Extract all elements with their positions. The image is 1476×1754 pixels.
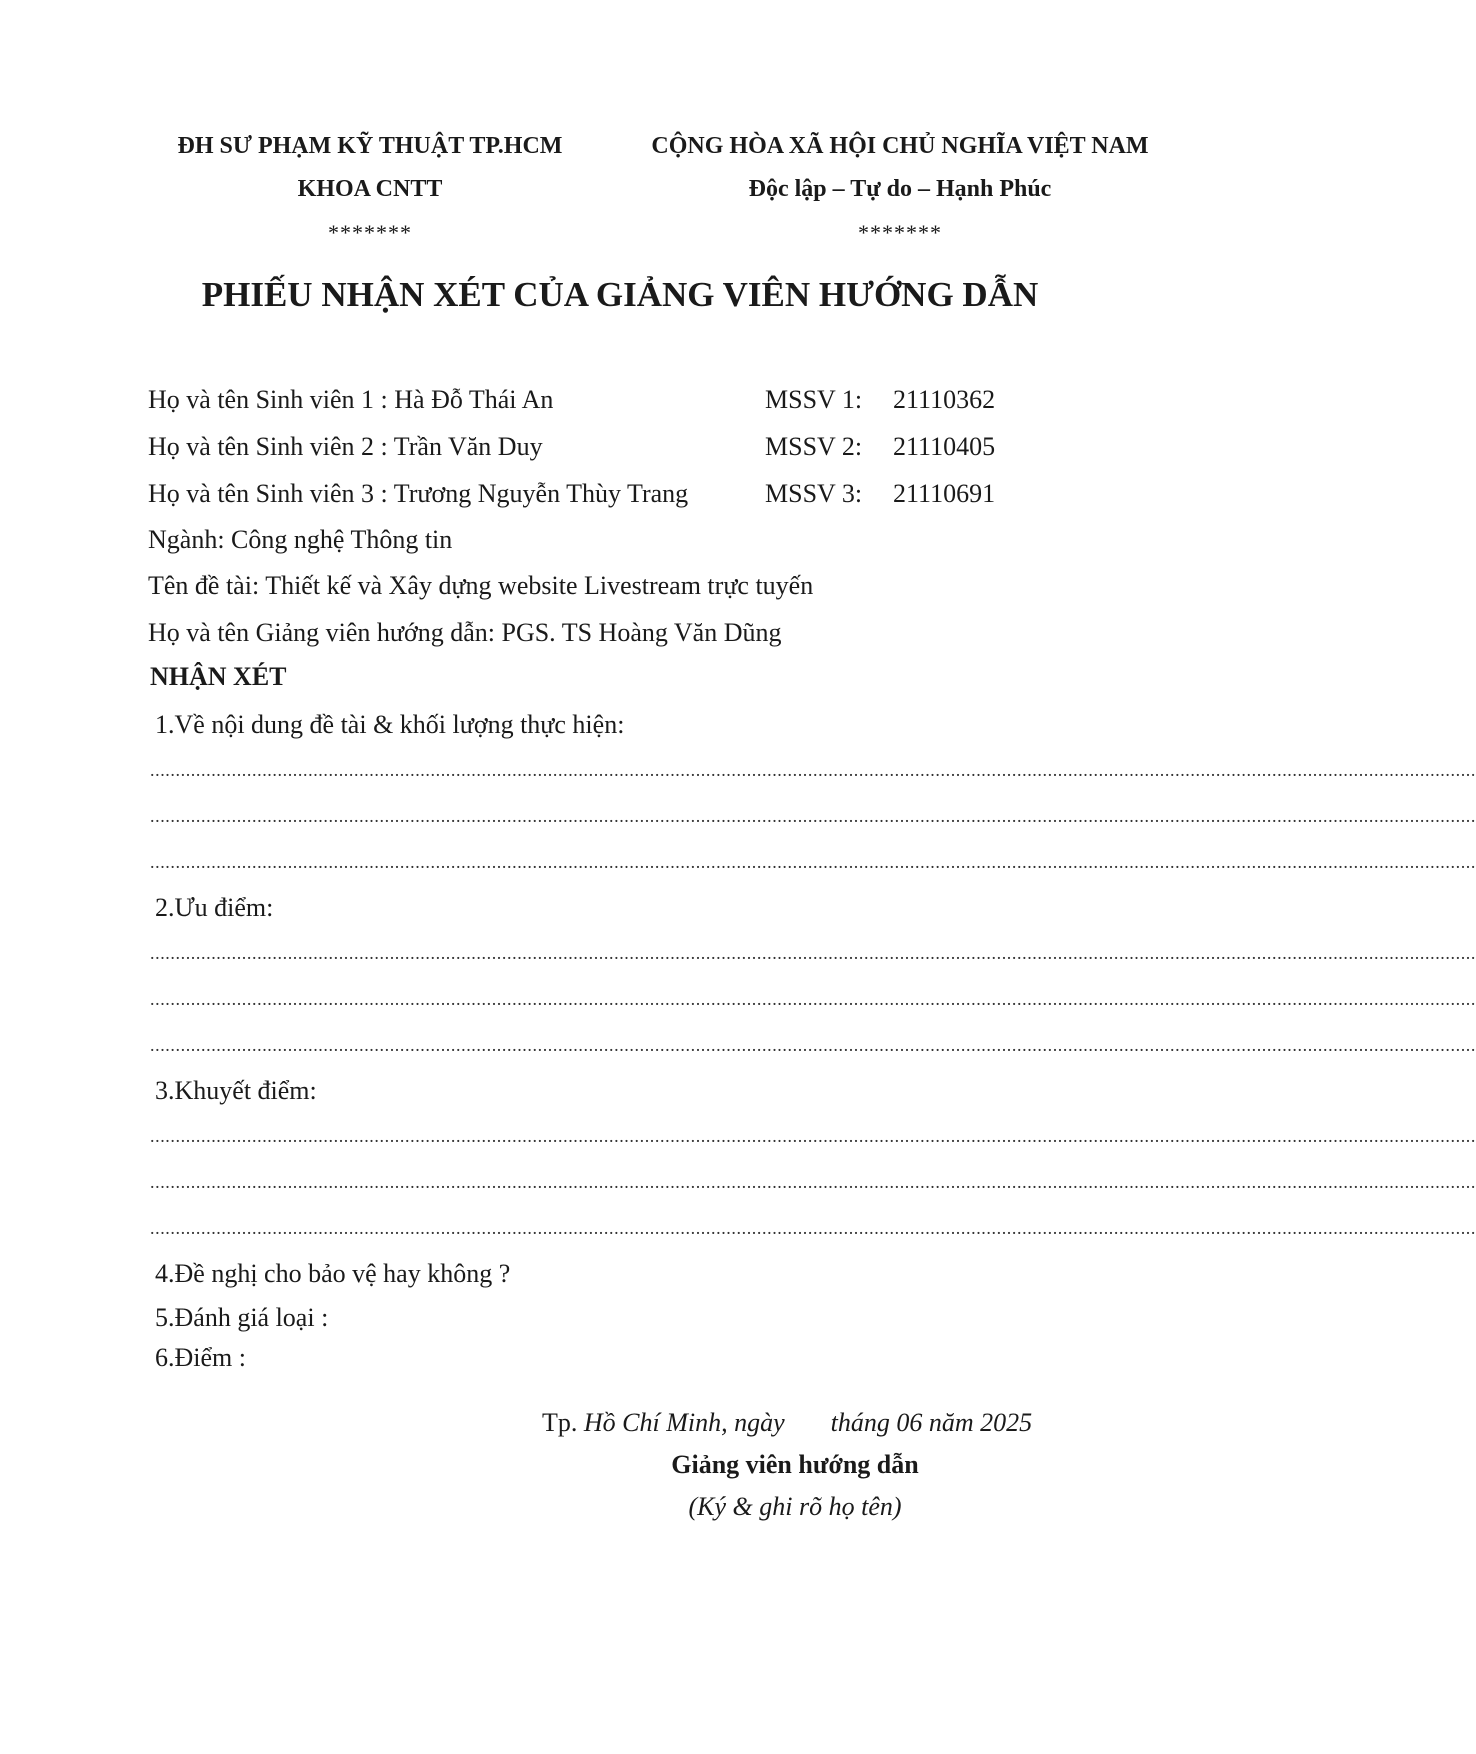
dotted-line: ....................................................................................................................................................................................................................................................................: [150, 806, 1476, 826]
question-1: 1.Về nội dung đề tài & khối lượng thực hiện:: [155, 710, 625, 739]
student-1-name: Họ và tên Sinh viên 1 : Hà Đỗ Thái An: [148, 385, 554, 414]
university-name: ĐH SƯ PHẠM KỸ THUẬT TP.HCM: [177, 133, 563, 159]
dotted-line: ....................................................................................................................................................................................................................................................................: [150, 989, 1476, 1009]
question-4: 4.Đề nghị cho bảo vệ hay không ?: [155, 1259, 511, 1288]
signature-city-day: Hồ Chí Minh, ngày: [583, 1408, 785, 1437]
signature-role: Giảng viên hướng dẫn: [671, 1450, 919, 1479]
student-1-id-value: 21110362: [893, 385, 996, 414]
student-3-id-value: 21110691: [893, 479, 996, 508]
country-name: CỘNG HÒA XÃ HỘI CHỦ NGHĨA VIỆT NAM: [651, 133, 1149, 159]
question-2: 2.Ưu điểm:: [155, 893, 274, 922]
question-6: 6.Điểm :: [155, 1343, 246, 1372]
dotted-line: ....................................................................................................................................................................................................................................................................: [150, 1172, 1476, 1192]
dotted-line: ....................................................................................................................................................................................................................................................................: [150, 1035, 1476, 1055]
form-title: PHIẾU NHẬN XÉT CỦA GIẢNG VIÊN HƯỚNG DẪN: [201, 275, 1039, 314]
dotted-line: ....................................................................................................................................................................................................................................................................: [150, 852, 1476, 872]
signature-tp: Tp.: [542, 1408, 578, 1437]
major-line: Ngành: Công nghệ Thông tin: [148, 525, 453, 554]
dotted-line: ....................................................................................................................................................................................................................................................................: [150, 760, 1476, 780]
signature-month-year: tháng 06 năm 2025: [830, 1408, 1033, 1437]
student-2-id-value: 21110405: [893, 432, 996, 461]
faculty-name: KHOA CNTT: [297, 176, 443, 202]
national-motto: Độc lập – Tự do – Hạnh Phúc: [748, 176, 1052, 202]
dotted-line: ....................................................................................................................................................................................................................................................................: [150, 1218, 1476, 1238]
student-2-id-label: MSSV 2:: [765, 432, 863, 461]
advisor-line: Họ và tên Giảng viên hướng dẫn: PGS. TS Hoàng Văn Dũng: [148, 618, 782, 647]
student-3-id-label: MSSV 3:: [765, 479, 863, 508]
topic-line: Tên đề tài: Thiết kế và Xây dựng website Livestream trực tuyến: [148, 571, 814, 600]
right-stars: *******: [858, 220, 942, 245]
signature-note: (Ký & ghi rõ họ tên): [688, 1492, 902, 1521]
signature-place-date: [542, 1408, 1032, 1438]
student-1-id-label: MSSV 1:: [765, 385, 863, 414]
dotted-line: ....................................................................................................................................................................................................................................................................: [150, 943, 1476, 963]
question-3: 3.Khuyết điểm:: [155, 1076, 317, 1105]
dotted-line: ....................................................................................................................................................................................................................................................................: [150, 1126, 1476, 1146]
comments-heading: NHẬN XÉT: [150, 662, 287, 691]
student-3-name: Họ và tên Sinh viên 3 : Trương Nguyễn Thùy Trang: [148, 479, 689, 508]
question-5: 5.Đánh giá loại :: [155, 1303, 329, 1332]
student-2-name: Họ và tên Sinh viên 2 : Trần Văn Duy: [148, 432, 543, 461]
left-stars: *******: [328, 220, 412, 245]
